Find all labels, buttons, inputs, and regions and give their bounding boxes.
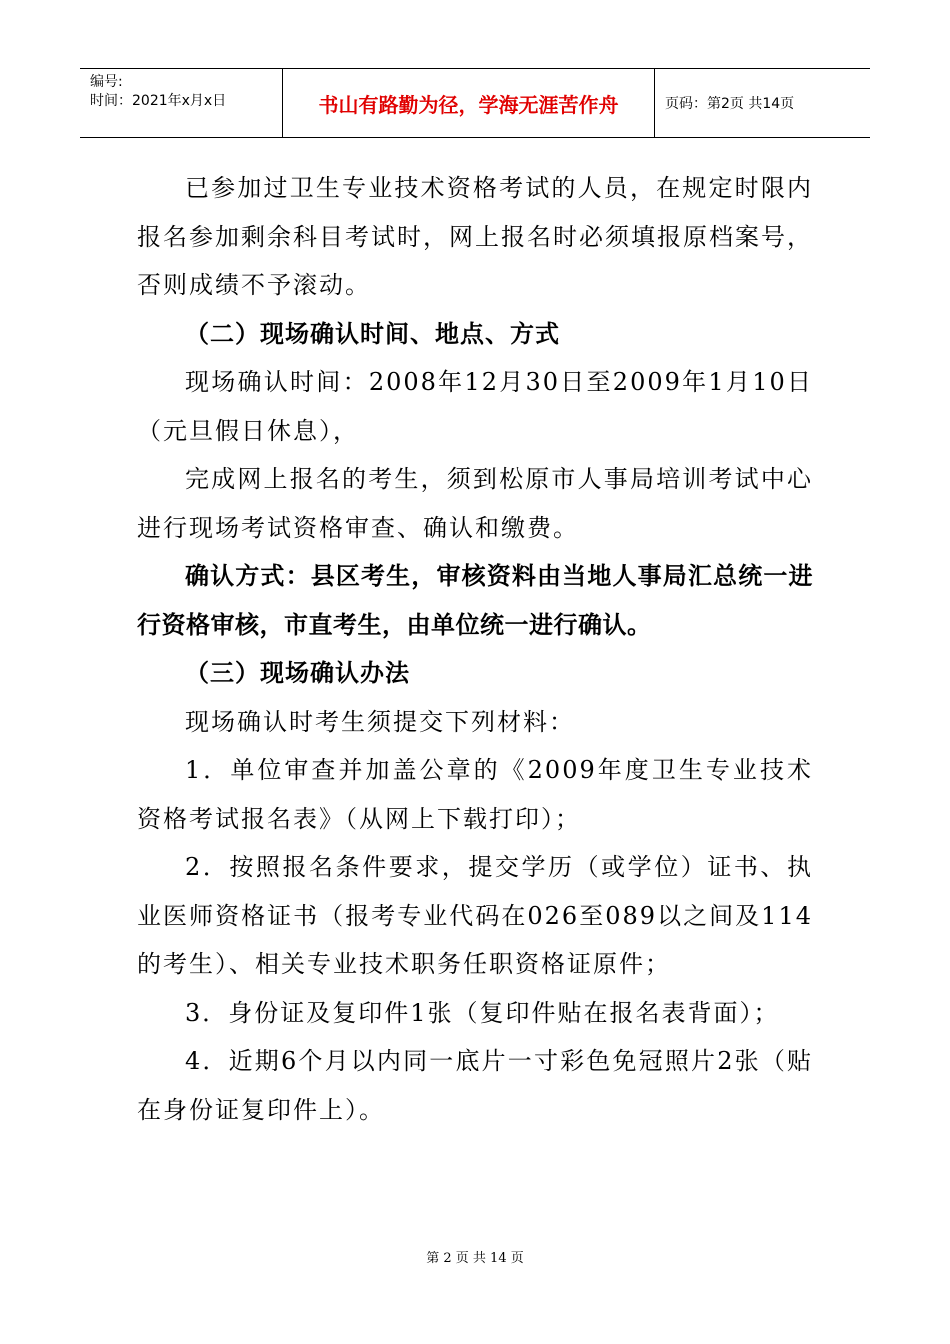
time-label: 时间：2021年x月x日 — [90, 93, 227, 109]
paragraph-prior-exam: 已参加过卫生专业技术资格考试的人员，在规定时限内报名参加剩余科目考试时，网上报名时必须填报原档案号，否则成绩不予滚动。 — [137, 174, 813, 299]
list-item-1: 1．单位审查并加盖公章的《2009年度卫生专业技术资格考试报名表》（从网上下载打印）； — [137, 756, 813, 833]
paragraph-confirm-time: 现场确认时间：2008年12月30日至2009年1月10日（元旦假日休息）， — [137, 368, 813, 445]
paragraph-confirm-method: 确认方式：县区考生，审核资料由当地人事局汇总统一进行资格审核，市直考生，由单位统一进行确认。 — [137, 562, 813, 639]
list-item-4: 4．近期6个月以内同一底片一寸彩色免冠照片2张（贴在身份证复印件上）。 — [137, 1047, 813, 1124]
list-item-2: 2．按照报名条件要求，提交学历（或学位）证书、执业医师资格证书（报考专业代码在026至089以之间及114的考生）、相关专业技术职务任职资格证原件； — [137, 853, 813, 978]
header-meta — [80, 69, 283, 137]
number-label: 编号: — [90, 74, 123, 90]
page-footer: 第 2 页 共 14 页 — [426, 1251, 524, 1266]
header-motto: 书山有路勤为径，学海无涯苦作舟 — [283, 69, 655, 137]
paragraph-confirm-place: 完成网上报名的考生，须到松原市人事局培训考试中心进行现场考试资格审查、确认和缴费。 — [137, 465, 813, 542]
section-heading-2: （二）现场确认时间、地点、方式 — [185, 319, 560, 348]
document-body — [137, 164, 813, 1134]
page-header — [80, 68, 870, 138]
paragraph-materials-intro: 现场确认时考生须提交下列材料： — [185, 707, 575, 736]
section-heading-3: （三）现场确认办法 — [185, 659, 410, 687]
list-item-3: 3．身份证及复印件1张（复印件贴在报名表背面）； — [185, 998, 780, 1027]
header-page-info: 页码：第2页 共14页 — [665, 96, 795, 112]
